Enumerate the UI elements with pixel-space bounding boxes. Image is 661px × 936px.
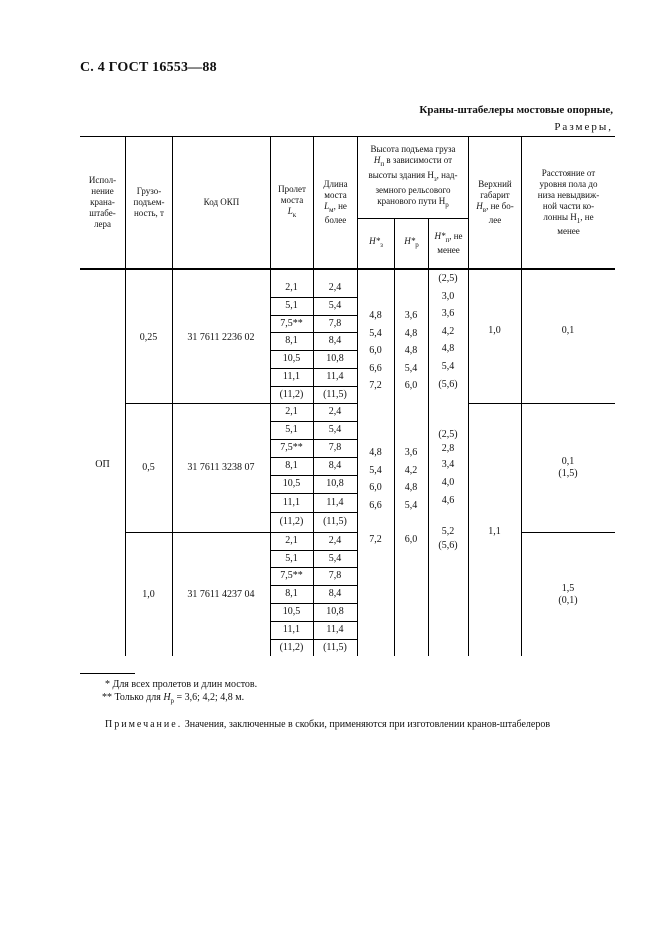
- header-prolet: Пролет моста $L_к$: [278, 184, 306, 219]
- dlina-cell: 5,4: [328, 300, 342, 311]
- header-hp: $H*_п$, не менее: [434, 230, 463, 256]
- header-verhniy-gabarit: Верхний габарит $H_в$, не бо- лее: [476, 178, 514, 226]
- footnote-1: * Для всех пролетов и длин мостов.: [105, 679, 258, 690]
- header-hr: $H*_р$: [404, 236, 419, 249]
- prolet-cell: 2,1: [285, 535, 298, 546]
- dlina-cell: 7,8: [328, 570, 342, 581]
- kod-value: 31 7611 3238 07: [187, 462, 255, 473]
- hr-values-shared: 3,6 4,2 4,8 5,4 6,0: [404, 447, 418, 546]
- prolet-cell: 8,1: [285, 335, 298, 346]
- sizes-label: Размеры,: [554, 121, 613, 133]
- prolet-cell: 8,1: [285, 588, 298, 599]
- hp-values-shared: (2,5) 2,8 3,4 4,0 4,6 5,2 (5,6): [438, 429, 458, 552]
- dlina-cell: 8,4: [328, 460, 342, 471]
- h1-value-group1: 0,1: [561, 325, 575, 336]
- prolet-cell: 11,1: [282, 496, 301, 508]
- prolet-cell: 7,5**: [280, 317, 303, 329]
- hp-values-group1: (2,5) 3,0 3,6 4,2 4,8 5,4 (5,6): [438, 273, 458, 390]
- hv-value-shared: 1,1: [488, 526, 501, 537]
- hv-value-group1: 1,0: [488, 325, 501, 336]
- footnote-rule: [80, 673, 135, 674]
- ispolnenie-value: ОП: [95, 459, 110, 470]
- dlina-cell: 11,4: [326, 371, 344, 382]
- dlina-cell: (11,5): [323, 388, 347, 400]
- h1-value-group2: 0,1 (1,5): [558, 456, 578, 479]
- note: [105, 719, 550, 730]
- footnote-2: ** Только для $H_р = 3,6$; 4,2; 4,8 м.: [102, 692, 245, 705]
- prolet-cell: 7,5**: [280, 442, 303, 453]
- prolet-cell: 10,5: [282, 353, 301, 364]
- dlina-cell: 5,4: [328, 552, 342, 564]
- dlina-cell: 5,4: [328, 424, 342, 435]
- dlina-cell: 8,4: [328, 588, 342, 599]
- header-rasstoyanie: Расстояние от уровня пола до низа невыдвиж- ной части ко- лонны $H_1$, не менее: [537, 167, 600, 237]
- header-gruzopodemnost: Грузо- подъем- ность, т: [133, 186, 165, 218]
- prolet-cell: (11,2): [279, 516, 304, 527]
- header-hz: $H*_з$: [369, 236, 383, 249]
- hz-values-shared: 4,8 5,4 6,0 6,6 7,2: [369, 447, 382, 546]
- hr-values-group1: 3,6 4,8 4,8 5,4 6,0: [404, 310, 418, 392]
- gruz-value: 0,5: [142, 462, 155, 473]
- prolet-cell: 10,5: [282, 478, 301, 489]
- h1-value-group3: 1,5 (0,1): [558, 583, 578, 606]
- dlina-cell: 10,8: [326, 353, 344, 364]
- dlina-cell: 8,4: [328, 335, 342, 346]
- header-dlina: Длина моста $L_м$, не более: [323, 178, 348, 226]
- prolet-cell: 11,1: [282, 624, 301, 635]
- kod-value: 31 7611 4237 04: [187, 589, 255, 600]
- prolet-cell: 10,5: [282, 606, 301, 617]
- prolet-cell: 5,1: [285, 300, 298, 311]
- gruz-value: 0,25: [139, 332, 158, 343]
- dlina-cell: 2,4: [328, 406, 342, 417]
- prolet-cell: 11,1: [282, 371, 301, 382]
- gruz-value: 1,0: [142, 589, 155, 600]
- table-title: Краны-штабелеры мостовые опорные,: [419, 104, 613, 116]
- dlina-cell: 2,4: [328, 535, 342, 546]
- prolet-cell: 8,1: [285, 460, 298, 471]
- kod-value: 31 7611 2236 02: [187, 332, 255, 343]
- dlina-cell: 10,8: [326, 478, 344, 489]
- dlina-cell: (11,5): [323, 641, 347, 653]
- prolet-cell: 5,1: [285, 424, 298, 435]
- dlina-cell: 7,8: [328, 317, 342, 329]
- page-header: С. 4 ГОСТ 16553—88: [80, 60, 217, 75]
- dlina-cell: 10,8: [326, 606, 344, 617]
- prolet-cell: (11,2): [279, 641, 304, 653]
- dlina-cell: 2,4: [328, 282, 342, 293]
- dlina-cell: 7,8: [328, 442, 342, 453]
- hz-values-group1: 4,8 5,4 6,0 6,6 7,2: [369, 310, 382, 392]
- note-label: Примечание.: [105, 719, 183, 730]
- header-kod-okp: Код ОКП: [203, 197, 240, 207]
- prolet-cell: (11,2): [279, 388, 304, 400]
- prolet-cell: 5,1: [285, 552, 298, 564]
- prolet-cell: 2,1: [285, 282, 298, 293]
- note-text: Значения, заключенные в скобки, применяются при изготовлении кранов-штабелеров: [182, 719, 551, 730]
- dlina-cell: 11,4: [326, 624, 344, 635]
- header-ispolnenie: Испол- нение крана- штабе- лера: [88, 175, 117, 229]
- dlina-cell: 11,4: [326, 496, 344, 508]
- prolet-cell: 7,5**: [280, 570, 303, 581]
- header-vysota-group: Высота подъема груза $H_п$ в зависимости от высоты здания $H_з$, над- земного рельсового кранового пути $H_р$: [368, 144, 458, 209]
- prolet-cell: 2,1: [285, 406, 298, 417]
- dlina-cell: (11,5): [323, 516, 347, 527]
